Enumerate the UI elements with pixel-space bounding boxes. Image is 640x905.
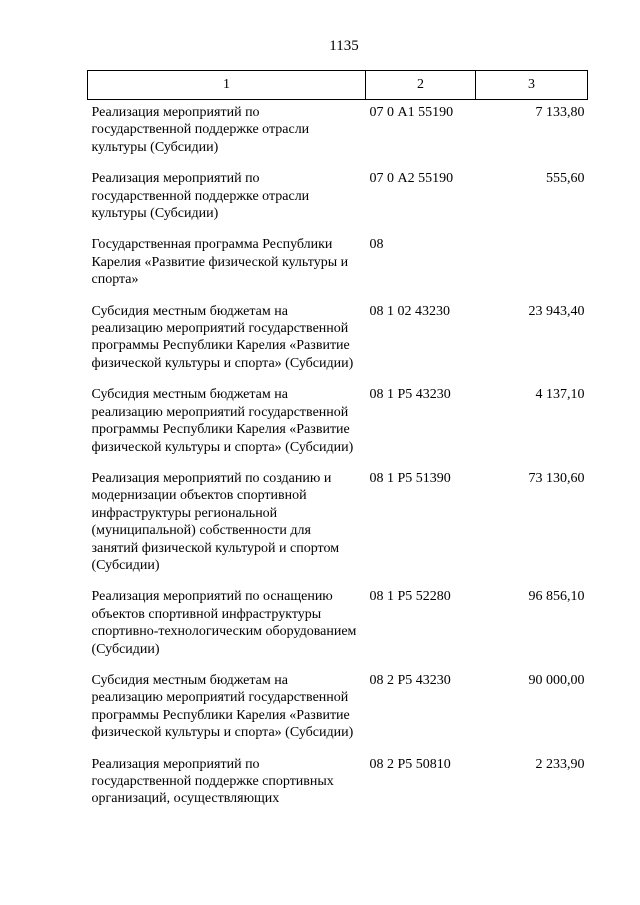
row-amount: 96 856,10 [528, 589, 585, 605]
table-row [88, 166, 588, 232]
column-header-1: 1 [88, 71, 366, 100]
column-header-2: 2 [366, 71, 476, 100]
page-number: 1135 [329, 38, 359, 54]
header-row [88, 71, 588, 100]
table-row [88, 382, 588, 466]
row-name: Государственная программа Республики Карелия «Развитие физической культуры и спорта» [91, 237, 349, 288]
row-name: Реализация мероприятий по государственной поддержке отрасли культуры (Субсидии) [91, 171, 310, 222]
row-name: Субсидия местным бюджетам на реализацию мероприятий государственной программы Республики Карелия «Развитие физической культуры и спорта» (Субсидии) [91, 387, 354, 455]
table-row [88, 752, 588, 818]
column-header-3: 3 [476, 71, 588, 100]
row-code: 08 1 02 43230 [369, 303, 450, 319]
row-amount: 2 233,90 [535, 756, 585, 772]
row-amount: 73 130,60 [528, 470, 585, 486]
table-row [88, 299, 588, 383]
row-code: 08 1 Р5 51390 [369, 470, 451, 486]
row-amount: 4 137,10 [535, 387, 585, 403]
table-row [88, 668, 588, 752]
row-name: Реализация мероприятий по государственной поддержке спортивных организаций, осуществляющих [91, 756, 334, 807]
row-code: 08 2 Р5 50810 [369, 756, 451, 772]
table-row [88, 232, 588, 298]
row-code: 07 0 А2 55190 [369, 171, 454, 187]
row-name: Субсидия местным бюджетам на реализацию мероприятий государственной программы Республики Карелия «Развитие физической культуры и спорта» (Субсидии) [91, 303, 354, 371]
row-name: Реализация мероприятий по созданию и модернизации объектов спортивной инфраструктуры региональной (муниципальной) собственности для занятий физической культурой и спортом (Субсидии) [91, 470, 340, 573]
row-amount: 7 133,80 [535, 105, 585, 120]
table-body [88, 100, 588, 818]
row-code: 07 0 А1 55190 [369, 105, 454, 120]
table-row [88, 584, 588, 668]
row-name: Реализация мероприятий по государственной поддержке отрасли культуры (Субсидии) [91, 105, 310, 155]
row-code: 08 1 Р5 43230 [369, 387, 451, 403]
row-amount: 555,60 [546, 171, 585, 187]
table-header [88, 71, 588, 100]
row-name: Реализация мероприятий по оснащению объектов спортивной инфраструктуры спортивно-технологическим оборудованием (Субсидии) [91, 589, 357, 657]
row-amount: 23 943,40 [528, 303, 585, 319]
row-amount: 90 000,00 [528, 672, 585, 688]
budget-table [87, 70, 588, 818]
table-row [88, 466, 588, 584]
row-code: 08 [369, 237, 384, 253]
table-row [88, 100, 588, 167]
row-code: 08 1 Р5 52280 [369, 589, 451, 605]
row-amount [476, 232, 588, 298]
row-code: 08 2 Р5 43230 [369, 672, 451, 688]
row-name: Субсидия местным бюджетам на реализацию мероприятий государственной программы Республики Карелия «Развитие физической культуры и спорта» (Субсидии) [91, 672, 354, 741]
